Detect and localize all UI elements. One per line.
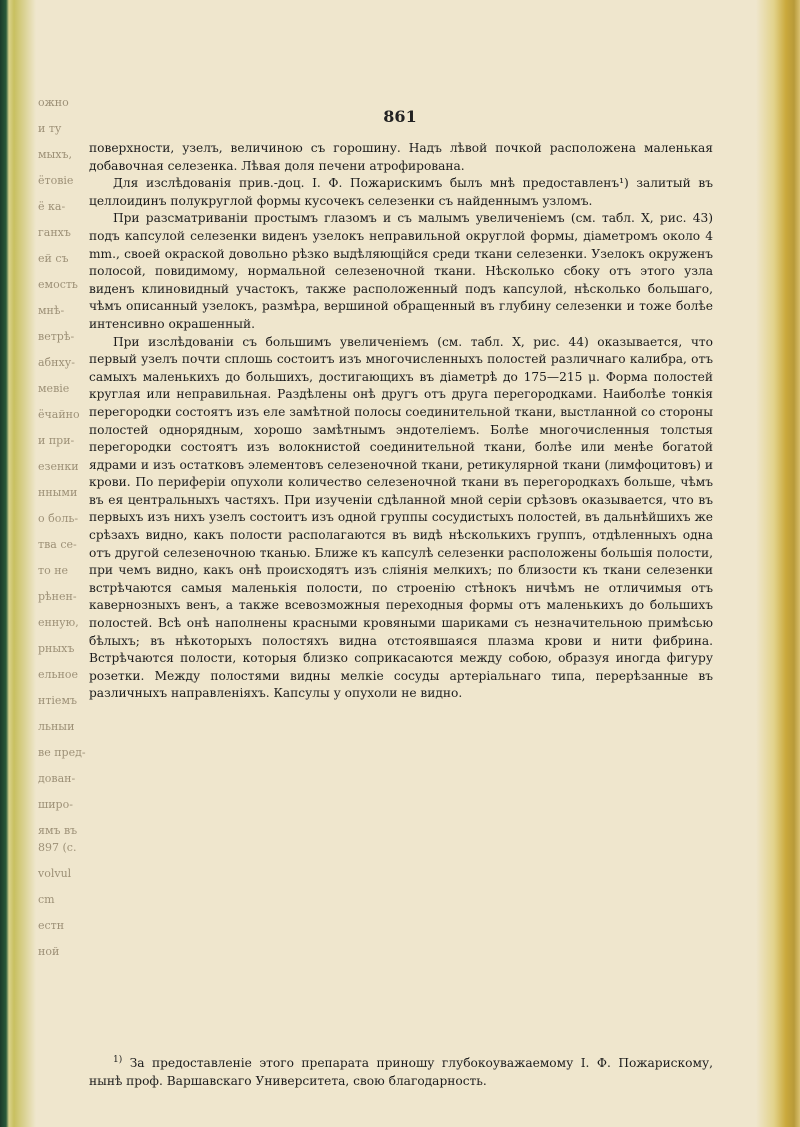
bleed-fragment: емость	[38, 278, 78, 291]
facing-page-bleed-lower	[38, 835, 77, 958]
bleed-fragment: ёчайно	[38, 408, 80, 421]
bleed-fragment: нтіемъ	[38, 694, 77, 707]
bleed-fragment: 897 (с.	[38, 841, 77, 854]
bleed-fragment: рныхъ	[38, 642, 75, 655]
bleed-fragment: тва се-	[38, 538, 77, 551]
bleed-fragment: ганхъ	[38, 226, 71, 239]
bleed-fragment: езенки	[38, 460, 79, 473]
bleed-fragment: и ту	[38, 122, 62, 135]
footnote-marker: 1)	[113, 1055, 123, 1065]
bleed-fragment: то не	[38, 564, 69, 577]
bleed-fragment: ей съ	[38, 252, 69, 265]
paragraph-2: Для изслѣдованія прив.-доц. I. Ф. Пожарискимъ былъ мнѣ предоставленъ¹) залитый въ целлоидинъ полукруглой формы кусочекъ селезенки съ найденнымъ узломъ.	[89, 176, 713, 208]
bleed-fragment: абнху-	[38, 356, 75, 369]
bleed-fragment: льныи	[38, 720, 75, 733]
bleed-fragment: ельное	[38, 668, 78, 681]
bleed-fragment: о боль-	[38, 512, 79, 525]
bleed-fragment: ямъ въ	[38, 824, 78, 837]
bleed-fragment: ве пред-	[38, 746, 86, 759]
bleed-fragment: мыхъ,	[38, 148, 73, 161]
body-text	[89, 140, 713, 703]
facing-page-bleed	[38, 90, 86, 837]
page-gutter-left	[0, 0, 36, 1127]
bleed-fragment: ётовіе	[38, 174, 74, 187]
bleed-fragment: мнѣ-	[38, 304, 65, 317]
bleed-fragment: ё ка-	[38, 200, 66, 213]
bleed-fragment: мевіе	[38, 382, 70, 395]
bleed-fragment: нными	[38, 486, 78, 499]
paragraph-1: поверхности, узелъ, величиною съ горошину. Надъ лѣвой почкой расположена маленькая добавочная селезенка. Лѣвая доля печени атрофирована.	[89, 141, 713, 173]
bleed-fragment: и при-	[38, 434, 75, 447]
paragraph-4: При изслѣдованіи съ большимъ увеличеніемъ (см. табл. X, рис. 44) оказывается, что первый узелъ почти сплошь состоитъ изъ многочисленныхъ полостей различнаго калибра, отъ самыхъ маленькихъ до большихъ, достигающихъ въ діаметрѣ до 175—215 μ. Форма полостей круглая или неправильная. Раздѣлены онѣ другъ отъ друга перегородками. Наиболѣе тонкія перегородки состоятъ изъ еле замѣтной полосы соединительной ткани, выстланной со стороны полостей однорядным, хорошо замѣтнымъ эндотеліемъ. Болѣе многочисленныя толстыя перегородки состоятъ изъ волокнистой соединительной ткани, болѣе или менѣе богатой ядрами и изъ остатковъ элементовъ селезеночной ткани, ретикулярной ткани (лимфоцитовъ) и крови. По периферіи опухоли количество селезеночной ткани въ перегородкахъ больше, чѣмъ въ ея центральныхъ частяхъ. При изученіи сдѣланной мной серіи срѣзовъ оказывается, что въ первыхъ изъ нихъ узелъ состоитъ изъ одной группы сосудистыхъ полостей, въ дальнѣйшихъ же срѣзахъ видно, какъ полости располагаются въ видѣ нѣсколькихъ группъ, отдѣленныхъ одна отъ другой селезеночною тканью. Ближе къ капсулѣ селезенки расположены большія полости, при чемъ видно, какъ онѣ происходятъ изъ сліянія мелкихъ; по близости къ ткани селезенки встрѣчаются самыя маленькія полости, по строенію стѣнокъ ничѣмъ не отличимыя отъ кавернозныхъ венъ, а также всевозможныя переходныя формы отъ маленькихъ до большихъ полостей. Всѣ онѣ наполнены красными кровяными шариками съ незначительною примѣсью бѣлыхъ; въ нѣкоторыхъ полостяхъ видна отстоявшаяся плазма крови и нити фибрина. Встрѣчаются полости, которыя близко соприкасаются между собою, образуя иногда фигуру розетки. Между полостями видны мелкіе сосуды артеріальнаго типа, перерѣзанные въ различныхъ направленіяхъ. Капсулы у опухоли не видно.	[89, 334, 713, 701]
bleed-fragment: ветрѣ-	[38, 330, 75, 343]
paragraph-3: При разсматриваніи простымъ глазомъ и съ малымъ увеличеніемъ (см. табл. X, рис. 43) подъ капсулой селезенки виденъ узелокъ неправильной округлой формы, діаметромъ около 4 mm., своей окраской довольно рѣзко выдѣляющійся среди ткани селезенки. Узелокъ окруженъ полосой, повидимому, нормальной селезеночной ткани. Нѣсколько сбоку отъ этого узла виденъ клиновидный участокъ, также расположенный подъ капсулой, нѣсколько большаго, чѣмъ описанный узелокъ, размѣра, вершиной обращенный въ глубину селезенки и тоже болѣе интенсивно окрашенный.	[89, 211, 713, 331]
bleed-fragment: дован-	[38, 772, 76, 785]
bleed-fragment: cm	[38, 893, 55, 906]
bleed-fragment: енную,	[38, 616, 79, 629]
bleed-fragment: ожно	[38, 96, 69, 109]
bleed-fragment: volvul	[38, 867, 72, 880]
footnote-text: За предоставленіе этого препарата приношу глубокоуважаемому I. Ф. Пожарискому, нынѣ проф. Варшавскаго Университета, свою благодарность.	[89, 1056, 713, 1088]
page-edge-right	[756, 0, 800, 1127]
bleed-fragment: широ-	[38, 798, 73, 811]
bleed-fragment: естн	[38, 919, 65, 932]
bleed-fragment: рѣнен-	[38, 590, 77, 603]
page-number: 861	[383, 107, 417, 126]
bleed-fragment: ной	[38, 945, 60, 958]
footnote	[89, 1052, 713, 1090]
